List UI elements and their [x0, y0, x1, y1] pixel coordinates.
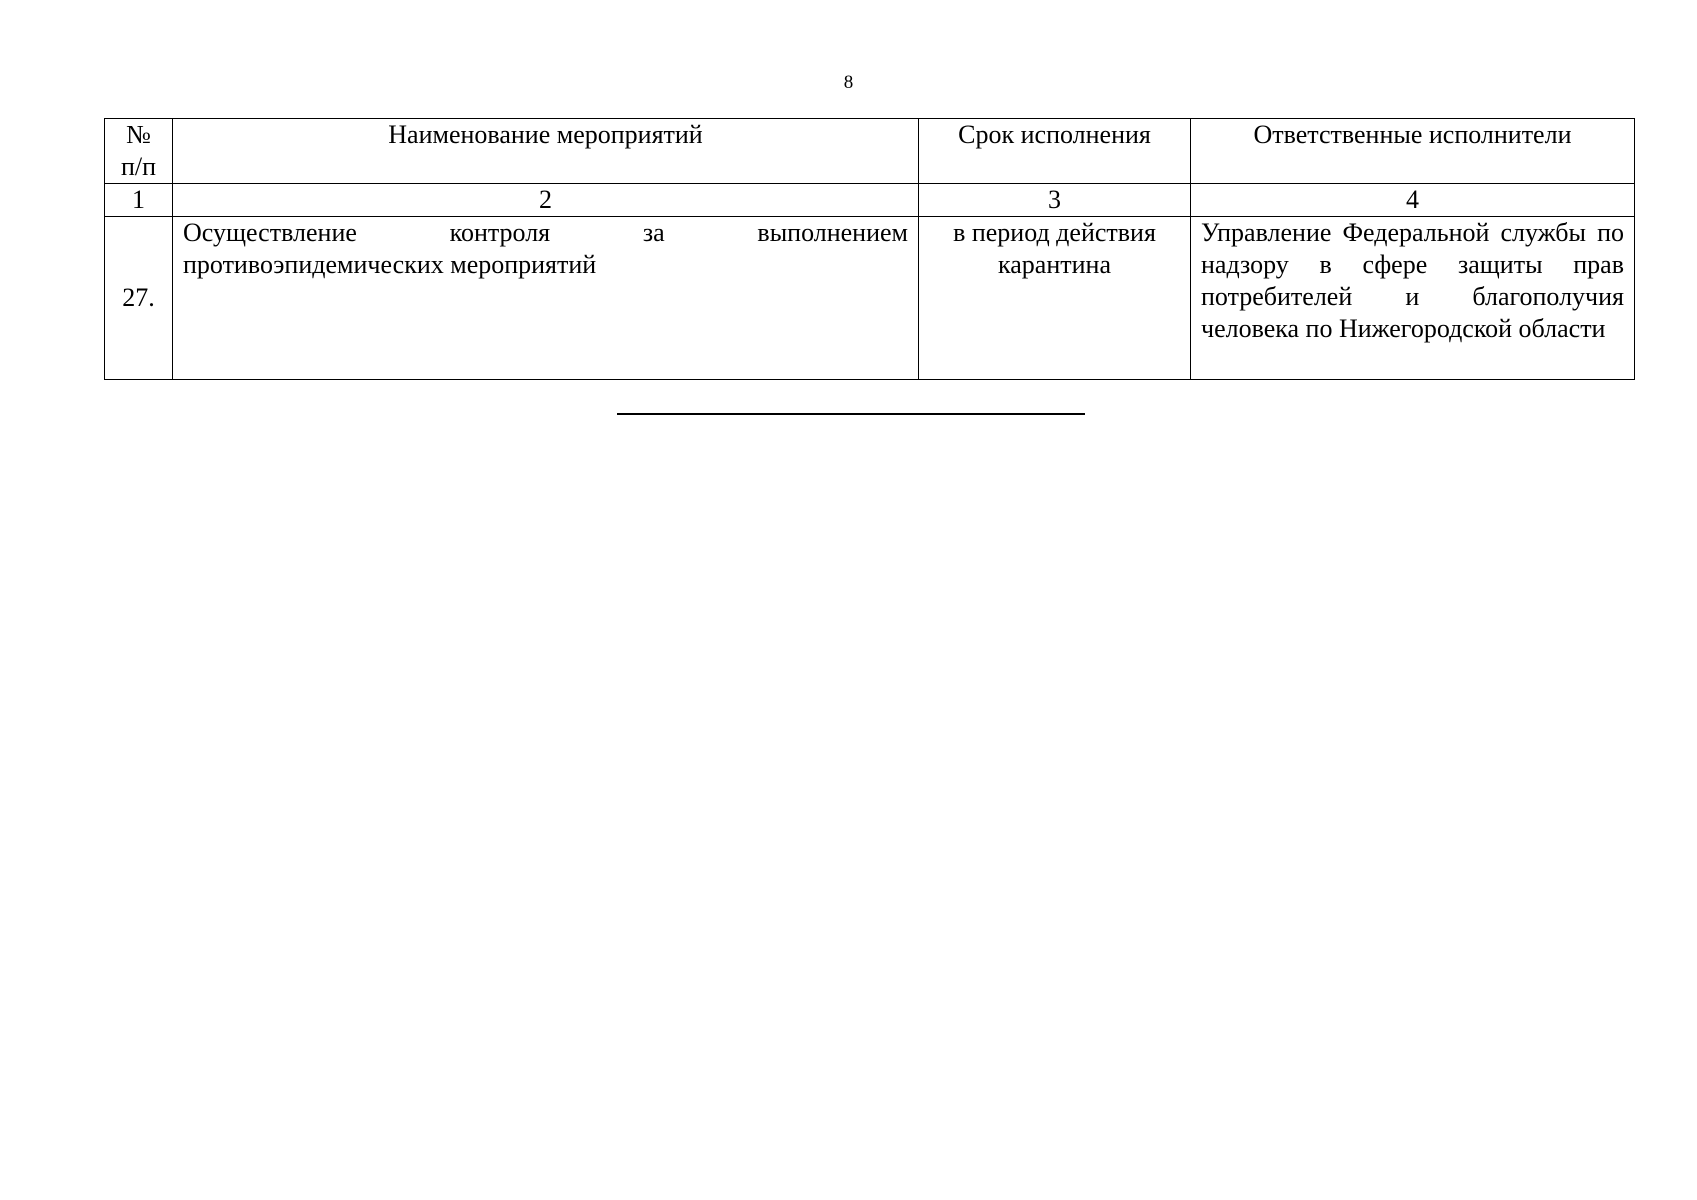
column-index-cell: 2 — [173, 184, 919, 217]
row-number: 27. — [105, 217, 173, 380]
measure-term-line: в период действия — [953, 218, 1156, 247]
header-num — [105, 119, 173, 184]
column-index-row — [105, 184, 1635, 217]
header-responsible: Ответственные исполнители — [1191, 119, 1635, 184]
measure-term-line: карантина — [998, 250, 1111, 279]
measure-name-line: Осуществление контроля за выполнением — [183, 218, 908, 247]
measure-responsible: Управление Федеральной службы по надзору в сфере защиты прав потребителей и благополучия человека по Нижегородской области — [1191, 217, 1635, 380]
measure-name — [173, 217, 919, 380]
end-divider — [617, 413, 1085, 415]
page-number: 8 — [843, 72, 854, 93]
measures-table — [104, 118, 1635, 380]
measure-name-line: противоэпидемических мероприятий — [183, 250, 597, 279]
header-num-label: № п/п — [120, 120, 157, 181]
table-header-row — [105, 119, 1635, 184]
header-term: Срок исполнения — [919, 119, 1191, 184]
column-index-cell: 4 — [1191, 184, 1635, 217]
measure-term — [919, 217, 1191, 380]
table-row — [105, 217, 1635, 380]
column-index-cell: 1 — [105, 184, 173, 217]
column-index-cell: 3 — [919, 184, 1191, 217]
header-name: Наименование мероприятий — [173, 119, 919, 184]
